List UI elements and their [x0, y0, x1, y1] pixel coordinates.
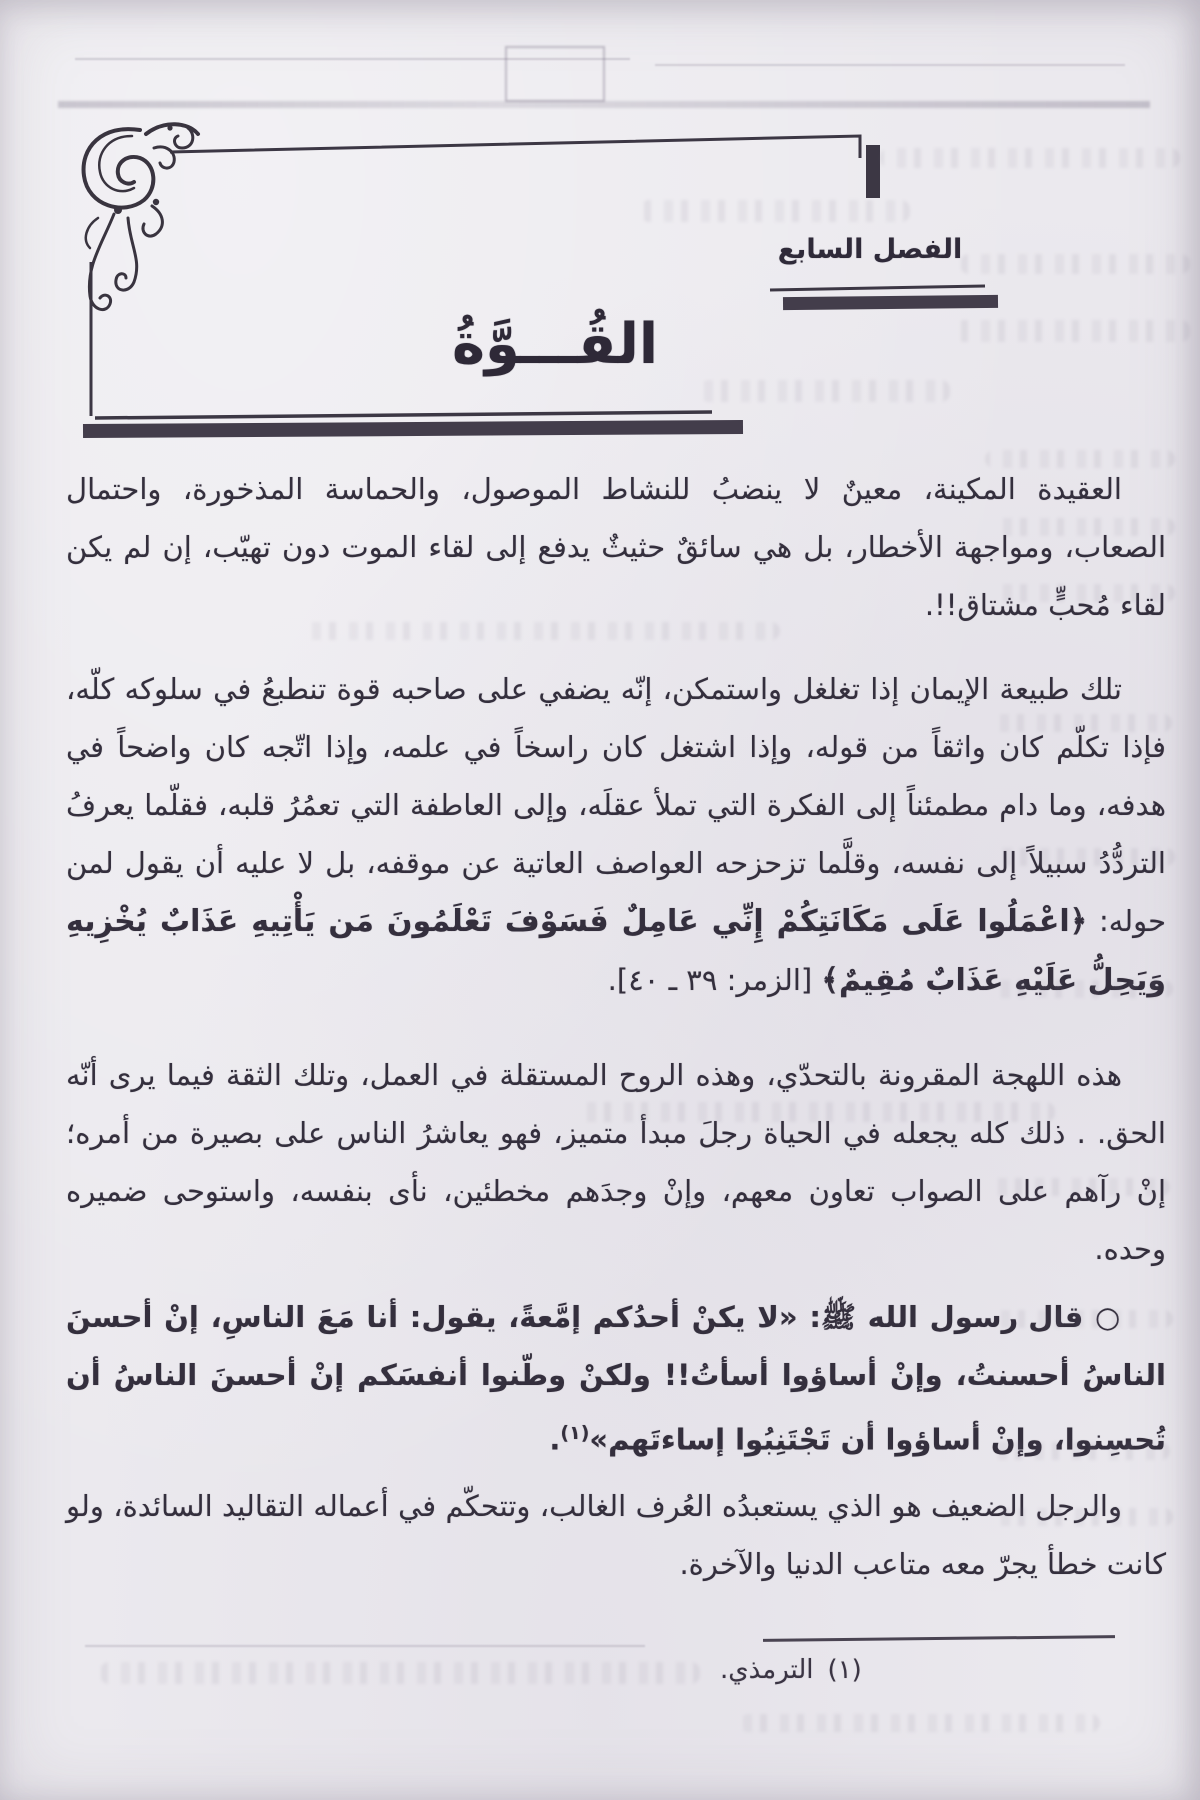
- paragraph-faith-nature: [66, 660, 1166, 1010]
- paragraph-lead: تلك طبيعة الإيمان إذا تغلغل واستمكن، إنّه يضفي على صاحبه قوة تنطبعُ في سلوكه كلّه، فإذا تكلّم كان واثقاً من قوله، وإذا اشتغل كان راسخاً في علمه، وإذا اتّجه كان واضحاً في هدفه، وما دام مطمئناً إلى الفكرة التي تملأ عقلَه، وإلى العاطفة التي تعمُرُ قلبه، فقلّما يعرفُ التردُّدُ سبيلاً إلى نفسه، وقلَّما تزحزحه العواصف العاتية عن موقفه، بل لا عليه أن يقول لمن حوله:: [66, 672, 1167, 938]
- hadith-text: قال رسول الله ﷺ: «لا يكنْ أحدُكم إمَّعةً، يقول: أنا مَعَ الناسِ، إنْ أحسنَ الناسُ أحسنتُ، وإنْ أساؤوا أسأتُ!! ولكنْ وطّنوا أنفسَكم إنْ أحسنَ الناسُ أن تُحسِنوا، وإنْ أساؤوا أن تَجْتَنِبُوا إساءتَهم»: [66, 1300, 1166, 1457]
- paragraph-hadith: [66, 1288, 1166, 1469]
- bleedthrough-ghost-text: [740, 1714, 1100, 1732]
- quran-verse: ﴿اعْمَلُوا عَلَى مَكَانَتِكُمْ إِنِّي عَامِلٌ فَسَوْفَ تَعْلَمُونَ مَن يَأْتِيهِ عَذَابٌ يُخْزِيهِ وَيَحِلُّ عَلَيْهِ عَذَابٌ مُقِيمٌ﴾: [66, 904, 1166, 998]
- footnote-marker: (١): [827, 1655, 862, 1685]
- footnote-reference: (١): [560, 1422, 590, 1444]
- chapter-heading: الفصل السابع: [777, 234, 963, 265]
- footnote: [720, 1655, 965, 1685]
- quran-citation: [الزمر: ٣٩ ـ ٤٠].: [607, 963, 822, 997]
- hadith-bullet: ○: [1083, 1300, 1122, 1334]
- bleedthrough-ghost-text: [100, 1662, 700, 1684]
- paragraph-creed: العقيدة المكينة، معينٌ لا ينضبُ للنشاط الموصول، والحماسة المذخورة، واحتمال الصعاب، ومواجهة الأخطار، بل هي سائقٌ حثيثٌ يدفع إلى لقاء الموت دون تهيّب، إن لم يكن لقاء مُحبٍّ مشتاق!!.: [66, 472, 1166, 622]
- footnote-separator: [763, 1635, 1115, 1642]
- hadith-period: .: [549, 1422, 561, 1457]
- paragraph-challenge-tone: هذه اللهجة المقرونة بالتحدّي، وهذه الروح المستقلة في العمل، وتلك الثقة فيما يرى أنّه الحق. . ذلك كله يجعله في الحياة رجلَ مبدأ متميز، فهو يعاشرُ الناس على بصيرة من أمره؛ إنْ رآهم على الصواب تعاون معهم، وإنْ وجدَهم مخطئين، نأى بنفسه، واستوحى ضميره وحده.: [66, 1058, 1166, 1266]
- paragraph-weak-man: والرجل الضعيف هو الذي يستعبدُه العُرف الغالب، وتتحكّم في أعماله التقاليد السائدة، ولو كانت خطأ يجرّ معه متاعب الدنيا والآخرة.: [66, 1488, 1166, 1581]
- bleedthrough-rule: [85, 1645, 645, 1647]
- body-text-column: [0, 446, 1200, 1593]
- footnote-source: الترمذي.: [720, 1655, 814, 1685]
- page-title: القُـــوَّةُ: [451, 312, 659, 377]
- floral-corner-ornament-icon: [68, 114, 208, 329]
